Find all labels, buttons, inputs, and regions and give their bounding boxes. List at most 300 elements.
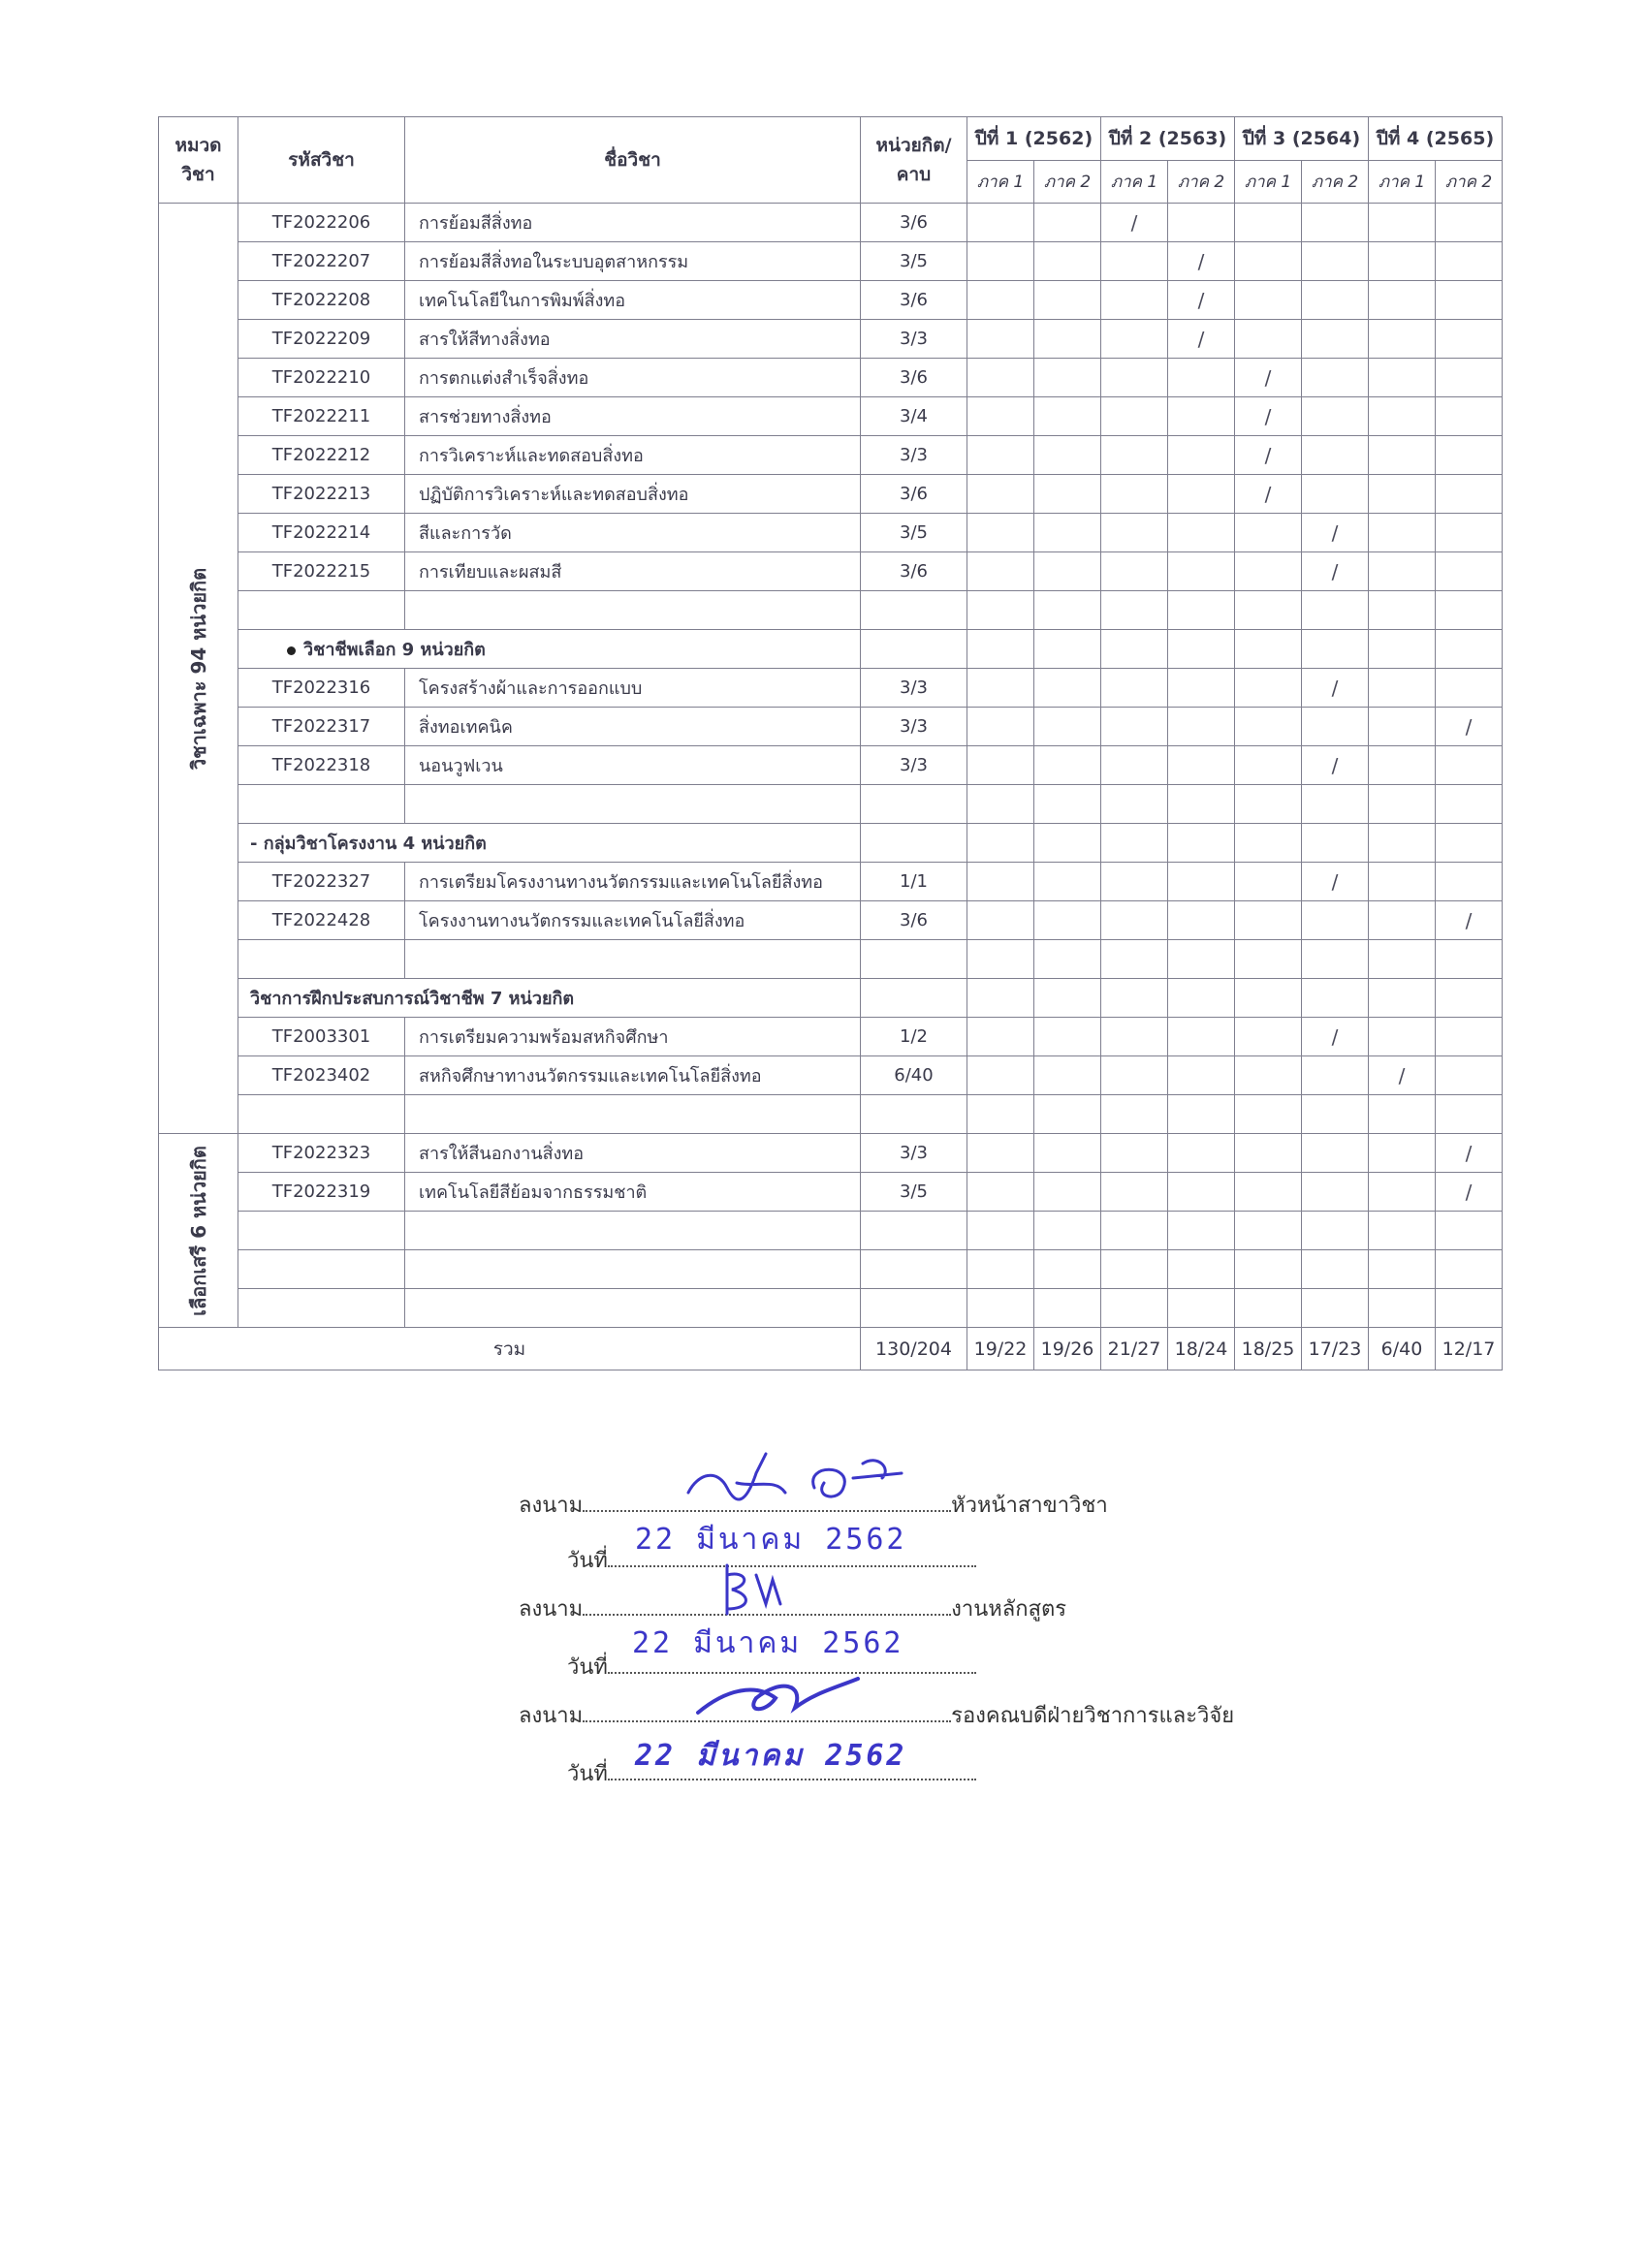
course-credits: 3/5	[861, 242, 967, 281]
table-row	[159, 281, 1503, 320]
empty-cell	[1168, 1289, 1235, 1328]
total-semester: 19/22	[967, 1328, 1034, 1370]
course-credits: 3/3	[861, 1134, 967, 1173]
empty-cell	[1436, 1250, 1503, 1289]
group-row	[159, 630, 1503, 669]
semester-cell	[967, 901, 1034, 940]
semester-cell	[1302, 204, 1369, 242]
semester-cell	[1235, 281, 1302, 320]
semester-cell	[967, 320, 1034, 359]
semester-cell	[967, 242, 1034, 281]
empty-cell	[1369, 1212, 1436, 1250]
category-cell-elective	[159, 1134, 238, 1328]
semester-cell	[1369, 1018, 1436, 1056]
total-semester: 17/23	[1302, 1328, 1369, 1370]
sign-role: งานหลักสูตร	[951, 1597, 1067, 1622]
semester-cell	[1302, 669, 1369, 708]
header-credits: หน่วยกิต/ คาบ	[861, 117, 967, 204]
empty-cell	[1436, 1289, 1503, 1328]
curriculum-table	[158, 116, 1503, 1370]
course-name: สารให้สีนอกงานสิ่งทอ	[405, 1134, 861, 1173]
check-mark: /	[1197, 249, 1205, 273]
semester-cell	[1168, 552, 1235, 591]
empty-cell	[1101, 940, 1168, 979]
semester-cell	[1302, 1018, 1369, 1056]
course-credits: 6/40	[861, 1056, 967, 1095]
semester-cell	[1436, 552, 1503, 591]
semester-cell	[1235, 1134, 1302, 1173]
semester-cell	[1034, 552, 1101, 591]
semester-cell	[1436, 708, 1503, 746]
semester-cell	[1436, 320, 1503, 359]
semester-cell	[1369, 552, 1436, 591]
course-name: การย้อมสีสิ่งทอ	[405, 204, 861, 242]
empty-cell	[967, 1289, 1034, 1328]
sign-label: ลงนาม	[519, 1494, 584, 1518]
semester-cell	[1168, 397, 1235, 436]
semester-cell	[1436, 1056, 1503, 1095]
semester-cell	[1235, 320, 1302, 359]
table-row	[159, 901, 1503, 940]
semester-cell	[1302, 242, 1369, 281]
course-code: TF2022318	[238, 746, 405, 785]
semester-cell	[1436, 1173, 1503, 1212]
semester-cell	[1101, 436, 1168, 475]
course-credits: 3/6	[861, 204, 967, 242]
semester-cell	[1034, 281, 1101, 320]
semester-cell	[1369, 863, 1436, 901]
category-label-specific: วิชาเฉพาะ 94 หน่วยกิต	[186, 567, 210, 770]
course-code: TF2022214	[238, 514, 405, 552]
header-semester: ภาค 1	[1369, 160, 1436, 204]
semester-cell	[1235, 746, 1302, 785]
semester-cell	[1034, 669, 1101, 708]
course-code: TF2022211	[238, 397, 405, 436]
header-semester: ภาค 2	[1302, 160, 1369, 204]
header-year-3: ปีที่ 3 (2564)	[1235, 117, 1369, 161]
total-semester: 19/26	[1034, 1328, 1101, 1370]
empty-cell	[1235, 1212, 1302, 1250]
semester-cell	[967, 1018, 1034, 1056]
empty-cell	[1168, 940, 1235, 979]
semester-cell	[1302, 359, 1369, 397]
empty-cell	[1101, 1212, 1168, 1250]
table-row	[159, 204, 1503, 242]
semester-cell	[1101, 708, 1168, 746]
group-row	[159, 979, 1503, 1018]
table-row	[159, 475, 1503, 514]
table-row	[159, 1056, 1503, 1095]
semester-cell	[1436, 281, 1503, 320]
empty-cell	[1302, 940, 1369, 979]
semester-cell	[1302, 475, 1369, 514]
semester-cell	[1101, 204, 1168, 242]
semester-cell	[1168, 669, 1235, 708]
check-mark: /	[1465, 1141, 1473, 1165]
course-code: TF2022213	[238, 475, 405, 514]
semester-cell	[1235, 1173, 1302, 1212]
empty-cell	[967, 1250, 1034, 1289]
semester-cell	[967, 359, 1034, 397]
empty-cell	[238, 1289, 405, 1328]
empty-cell	[1369, 940, 1436, 979]
semester-cell	[967, 1134, 1034, 1173]
semester-cell	[1369, 1056, 1436, 1095]
course-code: TF2003301	[238, 1018, 405, 1056]
semester-cell	[1034, 397, 1101, 436]
semester-cell	[967, 475, 1034, 514]
empty-cell	[1235, 1250, 1302, 1289]
semester-cell	[1369, 242, 1436, 281]
semester-cell	[1436, 204, 1503, 242]
semester-cell	[1168, 1056, 1235, 1095]
semester-cell	[1235, 242, 1302, 281]
check-mark: /	[1465, 1180, 1473, 1204]
empty-cell	[1369, 979, 1436, 1018]
empty-cell	[238, 591, 405, 630]
empty-cell	[1436, 979, 1503, 1018]
course-credits: 3/6	[861, 901, 967, 940]
empty-cell	[861, 1289, 967, 1328]
empty-cell	[1034, 1095, 1101, 1134]
check-mark: /	[1331, 559, 1339, 583]
table-row	[159, 242, 1503, 281]
semester-cell	[1369, 204, 1436, 242]
empty-cell	[1034, 940, 1101, 979]
empty-cell	[1034, 591, 1101, 630]
semester-cell	[1168, 863, 1235, 901]
course-code: TF2022208	[238, 281, 405, 320]
course-name: โครงงานทางนวัตกรรมและเทคโนโลยีสิ่งทอ	[405, 901, 861, 940]
empty-cell	[1034, 1250, 1101, 1289]
semester-cell	[1436, 436, 1503, 475]
semester-cell	[1168, 242, 1235, 281]
empty-cell	[1168, 591, 1235, 630]
empty-cell	[1302, 1250, 1369, 1289]
check-mark: /	[1465, 714, 1473, 739]
semester-cell	[1302, 397, 1369, 436]
course-credits: 1/2	[861, 1018, 967, 1056]
semester-cell	[1302, 863, 1369, 901]
semester-cell	[1302, 746, 1369, 785]
group-heading-label: - กลุ่มวิชาโครงงาน 4 หน่วยกิต	[250, 834, 487, 854]
empty-cell	[405, 1095, 861, 1134]
empty-cell	[967, 591, 1034, 630]
table-row	[159, 746, 1503, 785]
empty-cell	[1168, 979, 1235, 1018]
semester-cell	[1302, 708, 1369, 746]
empty-cell	[861, 785, 967, 824]
semester-cell	[1101, 669, 1168, 708]
header-year-1: ปีที่ 1 (2562)	[967, 117, 1101, 161]
empty-cell	[405, 591, 861, 630]
semester-cell	[1369, 708, 1436, 746]
semester-cell	[1302, 901, 1369, 940]
empty-cell	[1101, 979, 1168, 1018]
empty-cell	[1235, 940, 1302, 979]
course-credits: 3/3	[861, 746, 967, 785]
header-semester: ภาค 2	[1436, 160, 1503, 204]
empty-cell	[1101, 1250, 1168, 1289]
empty-cell	[861, 1212, 967, 1250]
course-credits: 3/3	[861, 669, 967, 708]
empty-cell	[861, 1250, 967, 1289]
semester-cell	[1235, 552, 1302, 591]
table-row	[159, 669, 1503, 708]
check-mark: /	[1264, 443, 1272, 467]
empty-cell	[967, 630, 1034, 669]
empty-cell	[1168, 1250, 1235, 1289]
sign-label: ลงนาม	[519, 1704, 584, 1728]
semester-cell	[1034, 436, 1101, 475]
semester-cell	[1101, 320, 1168, 359]
semester-cell	[1101, 746, 1168, 785]
empty-cell	[405, 1212, 861, 1250]
semester-cell	[1235, 669, 1302, 708]
semester-cell	[1101, 359, 1168, 397]
date-handwritten-2: 22 มีนาคม 2562	[632, 1626, 904, 1660]
empty-cell	[1101, 785, 1168, 824]
course-name: เทคโนโลยีในการพิมพ์สิ่งทอ	[405, 281, 861, 320]
check-mark: /	[1331, 753, 1339, 777]
date-handwritten-3: 22 มีนาคม 2562	[635, 1739, 907, 1773]
table-row	[159, 552, 1503, 591]
empty-cell	[238, 1250, 405, 1289]
semester-cell	[967, 514, 1034, 552]
course-name: การวิเคราะห์และทดสอบสิ่งทอ	[405, 436, 861, 475]
semester-cell	[1034, 746, 1101, 785]
course-code: TF2022210	[238, 359, 405, 397]
empty-cell	[1302, 1095, 1369, 1134]
header-name: ชื่อวิชา	[405, 117, 861, 204]
semester-cell	[1101, 281, 1168, 320]
total-semester: 21/27	[1101, 1328, 1168, 1370]
date-label: วันที่	[567, 1655, 608, 1680]
empty-cell	[1369, 785, 1436, 824]
course-code: TF2022215	[238, 552, 405, 591]
category-cell-specific	[159, 204, 238, 1134]
semester-cell	[1302, 1056, 1369, 1095]
semester-cell	[1235, 901, 1302, 940]
semester-cell	[1034, 514, 1101, 552]
semester-cell	[1101, 242, 1168, 281]
table-row	[159, 436, 1503, 475]
empty-cell	[238, 1212, 405, 1250]
course-credits: 3/4	[861, 397, 967, 436]
signature-scrawl-2	[713, 1556, 790, 1623]
check-mark: /	[1264, 404, 1272, 428]
total-credits: 130/204	[861, 1328, 967, 1370]
course-name: เทคโนโลยีสีย้อมจากธรรมชาติ	[405, 1173, 861, 1212]
course-credits: 1/1	[861, 863, 967, 901]
empty-cell	[1302, 785, 1369, 824]
course-credits: 3/6	[861, 475, 967, 514]
total-row	[159, 1328, 1503, 1370]
blank-row	[159, 591, 1503, 630]
course-credits: 3/3	[861, 436, 967, 475]
semester-cell	[1168, 475, 1235, 514]
course-credits: 3/6	[861, 281, 967, 320]
semester-cell	[967, 1056, 1034, 1095]
empty-cell	[861, 824, 967, 863]
signature-line-3	[519, 1698, 1234, 1732]
semester-cell	[1436, 242, 1503, 281]
empty-cell	[1302, 1212, 1369, 1250]
course-code: TF2022317	[238, 708, 405, 746]
semester-cell	[1034, 242, 1101, 281]
semester-cell	[1369, 436, 1436, 475]
check-mark: /	[1331, 1024, 1339, 1049]
course-code: TF2022206	[238, 204, 405, 242]
semester-cell	[967, 863, 1034, 901]
empty-cell	[1369, 1095, 1436, 1134]
check-mark: /	[1197, 288, 1205, 312]
check-mark: /	[1465, 908, 1473, 932]
blank-row	[159, 1095, 1503, 1134]
semester-cell	[967, 281, 1034, 320]
empty-cell	[967, 824, 1034, 863]
semester-cell	[1034, 1173, 1101, 1212]
semester-cell	[1034, 1134, 1101, 1173]
empty-cell	[1436, 785, 1503, 824]
course-name: สารให้สีทางสิ่งทอ	[405, 320, 861, 359]
empty-cell	[405, 1289, 861, 1328]
semester-cell	[1302, 436, 1369, 475]
course-code: TF2022209	[238, 320, 405, 359]
course-code: TF2022323	[238, 1134, 405, 1173]
course-name: สิ่งทอเทคนิค	[405, 708, 861, 746]
check-mark: /	[1264, 482, 1272, 506]
course-name: การตกแต่งสำเร็จสิ่งทอ	[405, 359, 861, 397]
empty-cell	[967, 940, 1034, 979]
empty-cell	[1034, 1289, 1101, 1328]
course-name: การเทียบและผสมสี	[405, 552, 861, 591]
semester-cell	[1369, 746, 1436, 785]
semester-cell	[967, 669, 1034, 708]
semester-cell	[1168, 514, 1235, 552]
signature-scrawl-1	[669, 1434, 921, 1522]
course-code: TF2022327	[238, 863, 405, 901]
semester-cell	[1034, 901, 1101, 940]
semester-cell	[1369, 901, 1436, 940]
empty-cell	[967, 1095, 1034, 1134]
check-mark: /	[1130, 210, 1138, 235]
empty-cell	[238, 785, 405, 824]
semester-cell	[1034, 708, 1101, 746]
empty-cell	[1302, 630, 1369, 669]
semester-cell	[1302, 1134, 1369, 1173]
check-mark: /	[1331, 676, 1339, 700]
header-code: รหัสวิชา	[238, 117, 405, 204]
header-semester: ภาค 1	[1235, 160, 1302, 204]
empty-cell	[1168, 785, 1235, 824]
semester-cell	[1235, 708, 1302, 746]
empty-cell	[1369, 824, 1436, 863]
header-semester: ภาค 2	[1034, 160, 1101, 204]
empty-cell	[1235, 785, 1302, 824]
semester-cell	[1034, 320, 1101, 359]
empty-cell	[1302, 591, 1369, 630]
semester-cell	[1034, 359, 1101, 397]
course-code: TF2022212	[238, 436, 405, 475]
semester-cell	[1436, 359, 1503, 397]
empty-cell	[861, 940, 967, 979]
semester-cell	[1168, 436, 1235, 475]
semester-cell	[1302, 552, 1369, 591]
check-mark: /	[1264, 365, 1272, 390]
empty-cell	[1369, 591, 1436, 630]
empty-cell	[1168, 1095, 1235, 1134]
empty-cell	[861, 630, 967, 669]
check-mark: /	[1331, 869, 1339, 894]
group-heading-label: วิชาการฝึกประสบการณ์วิชาชีพ 7 หน่วยกิต	[250, 989, 575, 1009]
empty-cell	[1101, 824, 1168, 863]
semester-cell	[1369, 514, 1436, 552]
semester-cell	[1369, 1134, 1436, 1173]
empty-cell	[1235, 824, 1302, 863]
semester-cell	[1235, 1018, 1302, 1056]
semester-cell	[1436, 1018, 1503, 1056]
semester-cell	[1436, 669, 1503, 708]
semester-cell	[1101, 1134, 1168, 1173]
empty-cell	[1235, 630, 1302, 669]
semester-cell	[1436, 397, 1503, 436]
empty-cell	[1235, 1289, 1302, 1328]
table-row	[159, 1018, 1503, 1056]
semester-cell	[1101, 863, 1168, 901]
semester-cell	[967, 552, 1034, 591]
empty-cell	[1168, 630, 1235, 669]
header-semester: ภาค 1	[1101, 160, 1168, 204]
blank-row	[159, 1289, 1503, 1328]
semester-cell	[1168, 204, 1235, 242]
empty-cell	[1369, 1250, 1436, 1289]
semester-cell	[1235, 436, 1302, 475]
table-row	[159, 320, 1503, 359]
semester-cell	[1168, 746, 1235, 785]
semester-cell	[1235, 475, 1302, 514]
date-handwritten-1: 22 มีนาคม 2562	[635, 1523, 907, 1557]
empty-cell	[1101, 1289, 1168, 1328]
semester-cell	[1101, 397, 1168, 436]
empty-cell	[1436, 940, 1503, 979]
empty-cell	[861, 591, 967, 630]
course-code: TF2022428	[238, 901, 405, 940]
empty-cell	[1101, 591, 1168, 630]
empty-cell	[1235, 591, 1302, 630]
semester-cell	[1168, 359, 1235, 397]
course-name: สารช่วยทางสิ่งทอ	[405, 397, 861, 436]
empty-cell	[405, 785, 861, 824]
empty-cell	[1101, 1095, 1168, 1134]
semester-cell	[1101, 1173, 1168, 1212]
semester-cell	[967, 1173, 1034, 1212]
semester-cell	[1302, 514, 1369, 552]
empty-cell	[967, 1212, 1034, 1250]
semester-cell	[1034, 1018, 1101, 1056]
total-label: รวม	[159, 1328, 861, 1370]
empty-cell	[238, 1095, 405, 1134]
semester-cell	[1369, 281, 1436, 320]
empty-cell	[1235, 979, 1302, 1018]
total-semester: 18/25	[1235, 1328, 1302, 1370]
course-code: TF2023402	[238, 1056, 405, 1095]
empty-cell	[1436, 591, 1503, 630]
table-row	[159, 359, 1503, 397]
empty-cell	[1302, 1289, 1369, 1328]
empty-cell	[1302, 979, 1369, 1018]
semester-cell	[1235, 204, 1302, 242]
